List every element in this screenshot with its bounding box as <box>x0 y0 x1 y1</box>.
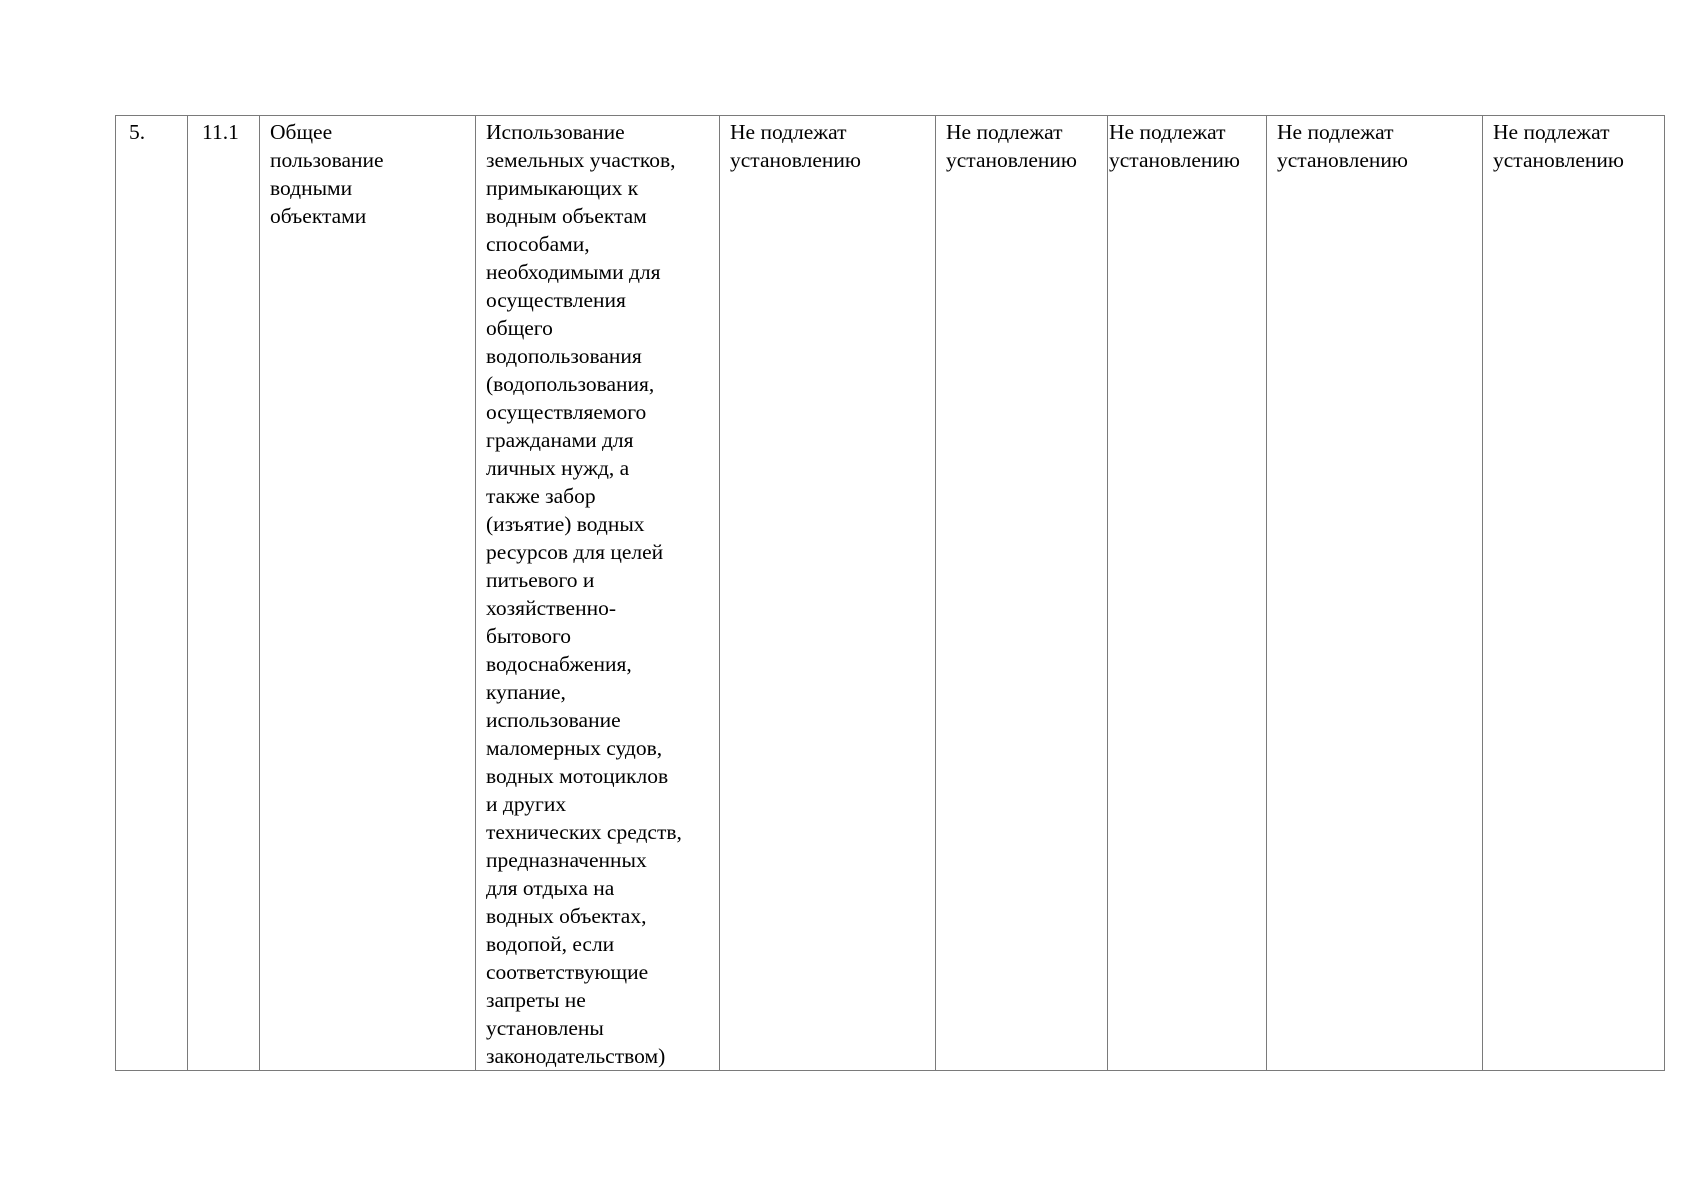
use-code-cell: 11.1 <box>188 116 260 1071</box>
table-row <box>116 116 1665 1071</box>
parameter-cell-5: Не подлежат установлению <box>1483 116 1665 1071</box>
row-number-cell: 5. <box>116 116 188 1071</box>
parameter-cell-2: Не подлежат установлению <box>936 116 1108 1071</box>
use-name-cell: Общее пользование водными объектами <box>260 116 476 1071</box>
use-description-cell: Использование земельных участков, примыкающих к водным объектам способами, необходимыми для осуществления общего водопользования (водопользования, осуществляемого гражданами для личных нужд, а также забор (изъятие) водных ресурсов для целей питьевого и хозяйственно- бытового водоснабжения, купание, использование маломерных судов, водных мотоциклов и других технических средств, предназначенных для отдыха на водных объектах, водопой, если соответствующие запреты не установлены законодательством) <box>476 116 720 1071</box>
parameter-cell-1: Не подлежат установлению <box>720 116 936 1071</box>
parameter-cell-3: Не подлежат установлению <box>1108 116 1267 1071</box>
land-use-table <box>115 115 1665 1071</box>
parameter-cell-4: Не подлежат установлению <box>1267 116 1483 1071</box>
